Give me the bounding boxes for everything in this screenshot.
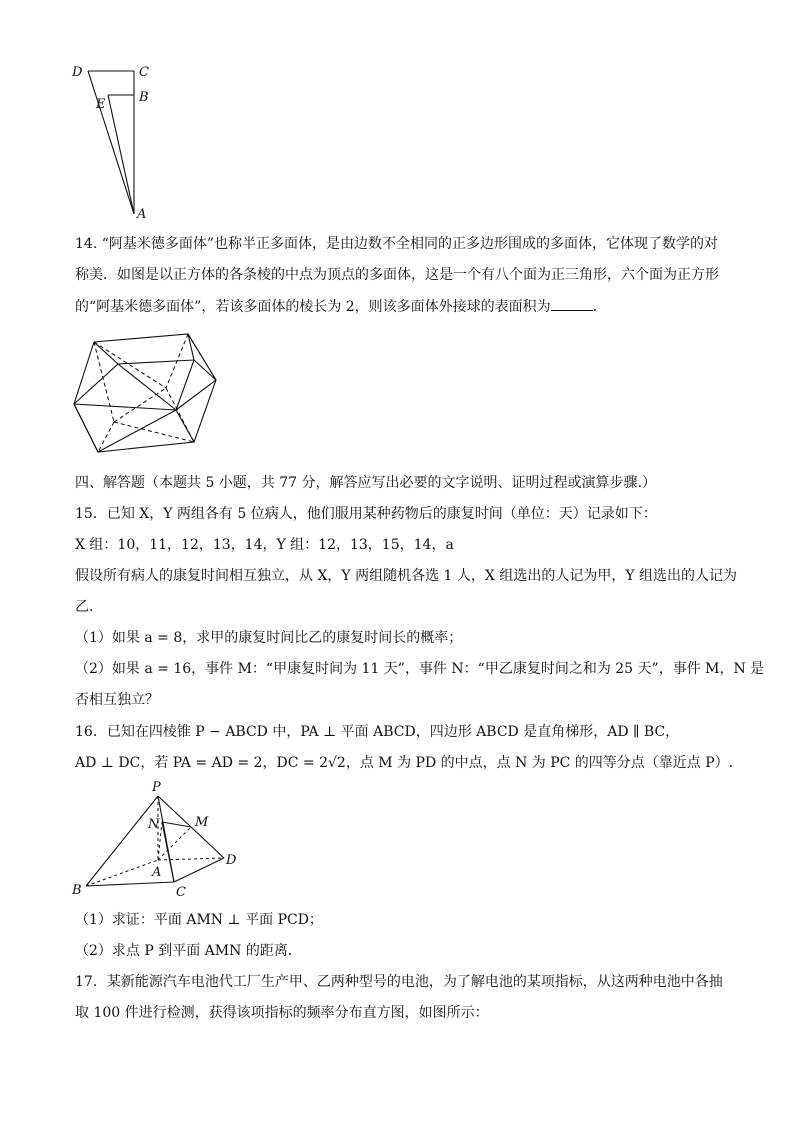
- q16-part-1: （1）求证：平面 AMN ⊥ 平面 PCD；: [75, 912, 323, 928]
- q15-line-4: 乙．: [75, 599, 103, 615]
- q17-line-2: 取 100 件进行检测，获得该项指标的频率分布直方图，如图所示：: [75, 1005, 489, 1021]
- q15-part-2: （2）如果 a = 16，事件 M：“甲康复时间为 11 天”，事件 N：“甲乙康复时间之和为 25 天”，事件 M，N 是: [75, 661, 765, 677]
- answer-blank: [551, 296, 593, 311]
- q14-line-3-text: 的“阿基米德多面体”，若该多面体的棱长为 2，则该多面体外接球的表面积为: [75, 299, 551, 315]
- label-A: A: [152, 865, 162, 880]
- label-D: D: [72, 65, 83, 80]
- label-C: C: [176, 885, 186, 900]
- label-B: B: [72, 883, 82, 898]
- section-4-heading: 四、解答题（本题共 5 小题，共 77 分，解答应写出必要的文字说明、证明过程或演算步骤.）: [75, 475, 656, 491]
- q16-line-2: AD ⊥ DC，若 PA = AD = 2，DC = 2√2，点 M 为 PD 的中点，点 N 为 PC 的四等分点（靠近点 P）.: [75, 755, 734, 771]
- q16-part-2: （2）求点 P 到平面 AMN 的距离．: [75, 943, 302, 959]
- q14-line-3-end: ．: [592, 299, 607, 315]
- q15-line-3: 假设所有病人的康复时间相互独立，从 X，Y 两组随机各选 1 人，X 组选出的人记为甲，Y 组选出的人记为: [75, 568, 738, 584]
- q15-line-2: X 组：10，11，12，13，14，Y 组：12，13，15，14，a: [75, 537, 454, 553]
- label-N: N: [148, 817, 160, 832]
- label-P: P: [152, 780, 161, 795]
- q16-line-1: 16．已知在四棱锥 P − ABCD 中，PA ⊥ 平面 ABCD，四边形 ABCD 是直角梯形，AD ∥ BC，: [75, 724, 680, 740]
- label-C: C: [139, 65, 149, 80]
- figure-triangle: [66, 58, 166, 226]
- label-M: M: [195, 815, 209, 830]
- q14-line-3: [75, 296, 724, 317]
- label-D: D: [226, 853, 237, 868]
- q14-line-1: 14. “阿基米德多面体”也称半正多面体，是由边数不全相同的正多边形围成的多面体，它体现了数学的对: [75, 236, 719, 252]
- figure-cuboctahedron: [70, 326, 220, 456]
- q15-part-1: （1）如果 a = 8，求甲的康复时间比乙的康复时间长的概率；: [75, 630, 463, 646]
- q15-line-1: 15．已知 X，Y 两组各有 5 位病人，他们服用某种药物后的康复时间（单位：天）记录如下：: [75, 506, 657, 522]
- figure-pyramid: [66, 778, 246, 903]
- q15-part-2-cont: 否相互独立？: [75, 692, 159, 708]
- label-E: E: [96, 97, 106, 112]
- q17-line-1: 17．某新能源汽车电池代工厂生产甲、乙两种型号的电池，为了解电池的某项指标，从这两种电池中各抽: [75, 974, 723, 990]
- label-A: A: [137, 207, 147, 222]
- label-B: B: [139, 90, 149, 105]
- q14-line-2: 称美．如图是以正方体的各条棱的中点为顶点的多面体，这是一个有八个面为正三角形，六个面为正方形: [75, 267, 719, 283]
